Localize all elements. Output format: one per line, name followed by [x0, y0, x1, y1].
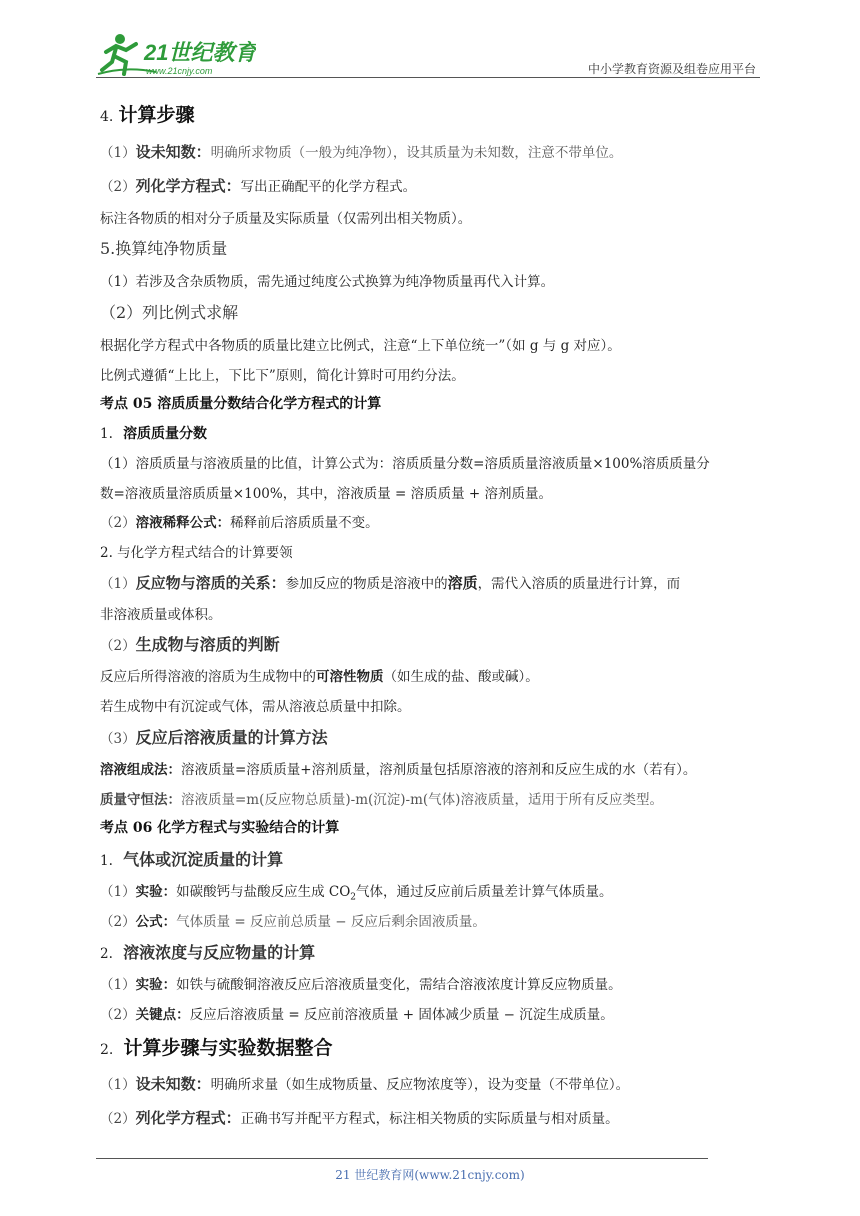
k05-product-line-1: 反应后所得溶液的溶质为生成物中的可溶性物质（如生成的盐、酸或碱）。	[100, 669, 539, 685]
k05-method-1: 溶液组成法：溶液质量=溶质质量+溶剂质量，溶剂质量包括原溶液的溶剂和反应生成的水（若有）。	[100, 762, 697, 778]
k06-experiment-1: （1）实验：如碳酸钙与盐酸反应生成 $CO_2$气体，通过反应前后质量差计算气体质量。	[100, 884, 613, 903]
k06-sub-3: 2. 计算步骤与实验数据整合	[100, 1037, 333, 1059]
k05-sub-1: 1. 溶质质量分数	[100, 426, 208, 442]
k05-reactant-solute: （1）反应物与溶质的关系：参加反应的物质是溶液中的溶质，需代入溶质的质量进行计算，而	[100, 574, 681, 592]
k05-formula-line-1: （1）溶质质量与溶液质量的比值，计算公式为：溶质质量分数=溶质质量溶液质量×100%溶质质量分	[100, 456, 710, 472]
k05-product-heading: （2）生成物与溶质的判断	[100, 635, 280, 654]
svg-text:21世纪教育: 21世纪教育	[144, 40, 256, 65]
footer-link[interactable]: 21 世纪教育网(www.21cnjy.com)	[335, 1168, 525, 1182]
svg-text:www.21cnjy.com: www.21cnjy.com	[146, 66, 213, 76]
s4-note: 标注各物质的相对分子质量及实际质量（仅需列出相关物质）。	[100, 211, 472, 227]
k05-method-2: 质量守恒法：溶液质量=m(反应物总质量)-m(沉淀)-m(气体)溶液质量，适用于所有反应类型。	[100, 792, 663, 808]
site-logo[interactable]	[96, 30, 256, 80]
footer-divider	[96, 1158, 708, 1159]
k06-step-2: （2）列化学方程式：正确书写并配平方程式，标注相关物质的实际质量与相对质量。	[100, 1109, 619, 1127]
s4-step-1: （1）设未知数：明确所求物质（一般为纯净物），设其质量为未知数，注意不带单位。	[100, 143, 623, 161]
k06-sub-2: 2. 溶液浓度与反应物量的计算	[100, 943, 316, 962]
k06-experiment-2: （1）实验：如铁与硫酸铜溶液反应后溶液质量变化，需结合溶液浓度计算反应物质量。	[100, 977, 622, 993]
k05-dilution: （2）溶液稀释公式：稀释前后溶质质量不变。	[100, 515, 379, 531]
k05-formula-line-2: 数=溶液质量溶质质量×100%，其中，溶液质量 = 溶质质量 + 溶剂质量。	[100, 486, 553, 502]
k05-method-heading: （3）反应后溶液质量的计算方法	[100, 728, 328, 747]
k05-sub-2: 2. 与化学方程式结合的计算要领	[100, 545, 293, 561]
k05-product-line-2: 若生成物中有沉淀或气体，需从溶液总质量中扣除。	[100, 699, 411, 715]
k06-sub-1: 1. 气体或沉淀质量的计算	[100, 850, 284, 869]
header-platform-text: 中小学教育资源及组卷应用平台	[587, 62, 756, 76]
k05-heading: 考点 05 溶质质量分数结合化学方程式的计算	[100, 396, 382, 412]
runner-logo-icon	[96, 30, 256, 80]
s5-line-1: （1）若涉及含杂质物质，需先通过纯度公式换算为纯净物质量再代入计算。	[100, 274, 555, 290]
k06-keypoint: （2）关键点：反应后溶液质量 = 反应前溶液质量 + 固体减少质量 − 沉淀生成质量。	[100, 1007, 614, 1023]
s5-line-4: 比例式遵循“上比上，下比下”原则，简化计算时可用约分法。	[100, 368, 465, 384]
s4-step-2: （2）列化学方程式：写出正确配平的化学方程式。	[100, 177, 417, 195]
k06-formula-1: （2）公式：气体质量 = 反应前总质量 − 反应后剩余固液质量。	[100, 914, 486, 930]
header-divider	[96, 77, 760, 78]
k06-heading: 考点 06 化学方程式与实验结合的计算	[100, 820, 340, 836]
k05-reactant-solute-cont: 非溶液质量或体积。	[100, 607, 222, 623]
section-5-heading: 5.换算纯净物质量	[100, 239, 228, 258]
s5-line-3: 根据化学方程式中各物质的质量比建立比例式，注意“上下单位统一”（如 g 与 g 对应）。	[100, 338, 621, 354]
section-4-heading: 4. 计算步骤	[100, 104, 195, 126]
s5-line-2: （2）列比例式求解	[100, 303, 239, 322]
k06-step-1: （1）设未知数：明确所求量（如生成物质量、反应物浓度等），设为变量（不带单位）。	[100, 1075, 630, 1093]
